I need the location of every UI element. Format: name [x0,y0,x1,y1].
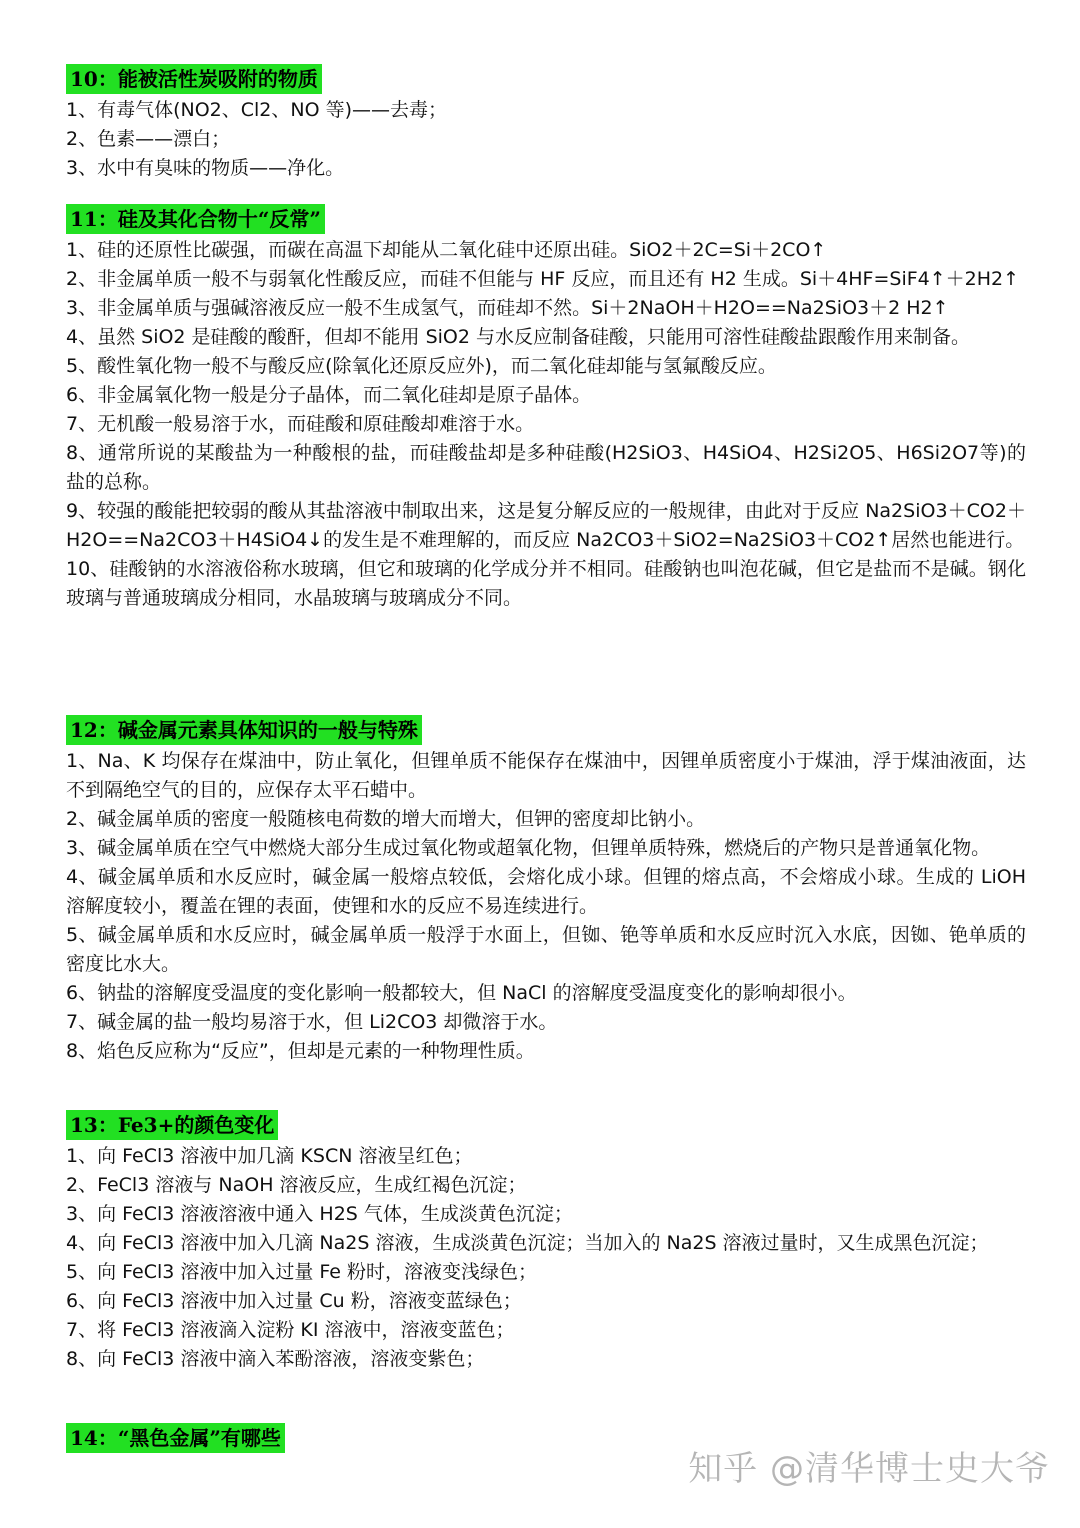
list-item: 10、硅酸钠的水溶液俗称水玻璃，但它和玻璃的化学成分并不相同。硅酸钠也叫泡花碱，但它是盐而不是碱。钢化玻璃与普通玻璃成分相同，水晶玻璃与玻璃成分不同。 [66,558,1026,609]
section-10 [66,64,1026,183]
list-item: 7、碱金属的盐一般均易溶于水，但 Li2CO3 却微溶于水。 [66,1011,558,1033]
section-heading: 10：能被活性炭吸附的物质 [66,64,322,94]
section-12 [66,715,1026,1066]
list-item: 6、钠盐的溶解度受温度的变化影响一般都较大，但 NaCl 的溶解度受温度变化的影响却很小。 [66,982,857,1004]
list-item: 1、有毒气体(NO2、Cl2、NO 等)——去毒； [66,99,448,121]
section-heading: 11：硅及其化合物十“反常” [66,204,325,234]
list-item: 3、向 FeCl3 溶液溶液中通入 H2S 气体，生成淡黄色沉淀； [66,1203,573,1225]
list-item: 4、向 FeCl3 溶液中加入几滴 Na2S 溶液，生成淡黄色沉淀；当加入的 Na2S 溶液过量时，又生成黑色沉淀； [66,1232,989,1254]
list-item: 8、通常所说的某酸盐为一种酸根的盐，而硅酸盐却是多种硅酸(H2SiO3、H4SiO4、H2Si2O5、H6Si2O7等)的盐的总称。 [66,442,1026,493]
section-heading: 12：碱金属元素具体知识的一般与特殊 [66,715,422,745]
list-item: 5、碱金属单质和水反应时，碱金属单质一般浮于水面上，但铷、铯等单质和水反应时沉入水底，因铷、铯单质的密度比水大。 [66,924,1026,975]
list-item: 6、向 FeCl3 溶液中加入过量 Cu 粉，溶液变蓝绿色； [66,1290,522,1312]
list-item: 6、非金属氧化物一般是分子晶体，而二氧化硅却是原子晶体。 [66,384,592,406]
section-11 [66,204,1026,613]
list-item: 8、向 FeCl3 溶液中滴入苯酚溶液，溶液变紫色； [66,1348,485,1370]
list-item: 2、色素——漂白； [66,128,231,150]
list-item: 2、非金属单质一般不与弱氧化性酸反应，而硅不但能与 HF 反应，而且还有 H2 生成。Si＋4HF=SiF4↑＋2H2↑ [66,268,1020,290]
list-item: 8、焰色反应称为“反应”，但却是元素的一种物理性质。 [66,1040,535,1062]
list-item: 9、较强的酸能把较弱的酸从其盐溶液中制取出来，这是复分解反应的一般规律，由此对于反应 Na2SiO3＋CO2＋H2O==Na2CO3＋H4SiO4↓的发生是不难理解的，而反应 Na2CO3＋SiO2=Na2SiO3＋CO2↑居然也能进行。 [66,500,1026,551]
list-item: 1、硅的还原性比碳强，而碳在高温下却能从二氧化硅中还原出硅。SiO2＋2C=Si＋2CO↑ [66,239,827,261]
list-item: 4、虽然 SiO2 是硅酸的酸酐，但却不能用 SiO2 与水反应制备硅酸，只能用可溶性硅酸盐跟酸作用来制备。 [66,326,971,348]
list-item: 1、Na、K 均保存在煤油中，防止氧化，但锂单质不能保存在煤油中，因锂单质密度小于煤油，浮于煤油液面，达不到隔绝空气的目的，应保存太平石蜡中。 [66,750,1026,801]
list-item: 3、碱金属单质在空气中燃烧大部分生成过氧化物或超氧化物，但锂单质特殊，燃烧后的产物只是普通氧化物。 [66,837,991,859]
list-item: 7、无机酸一般易溶于水，而硅酸和原硅酸却难溶于水。 [66,413,535,435]
list-item: 5、向 FeCl3 溶液中加入过量 Fe 粉时，溶液变浅绿色； [66,1261,538,1283]
section-heading: 13：Fe3+的颜色变化 [66,1110,278,1140]
list-item: 7、将 FeCl3 溶液滴入淀粉 KI 溶液中，溶液变蓝色； [66,1319,515,1341]
list-item: 3、非金属单质与强碱溶液反应一般不生成氢气，而硅却不然。Si＋2NaOH＋H2O==Na2SiO3＋2 H2↑ [66,297,949,319]
list-item: 4、碱金属单质和水反应时，碱金属一般熔点较低，会熔化成小球。但锂的熔点高，不会熔成小球。生成的 LiOH 溶解度较小，覆盖在锂的表面，使锂和水的反应不易连续进行。 [66,866,1026,917]
list-item: 2、碱金属单质的密度一般随核电荷数的增大而增大，但钾的密度却比钠小。 [66,808,706,830]
list-item: 5、酸性氧化物一般不与酸反应(除氧化还原反应外)，而二氧化硅却能与氢氟酸反应。 [66,355,777,377]
list-item: 2、FeCl3 溶液与 NaOH 溶液反应，生成红褐色沉淀； [66,1174,527,1196]
list-item: 3、水中有臭味的物质——净化。 [66,157,345,179]
section-heading: 14：“黑色金属”有哪些 [66,1423,285,1453]
list-item: 1、向 FeCl3 溶液中加几滴 KSCN 溶液呈红色； [66,1145,473,1167]
watermark: 知乎 @清华博士史大爷 [688,1449,1050,1489]
section-13 [66,1110,1026,1374]
